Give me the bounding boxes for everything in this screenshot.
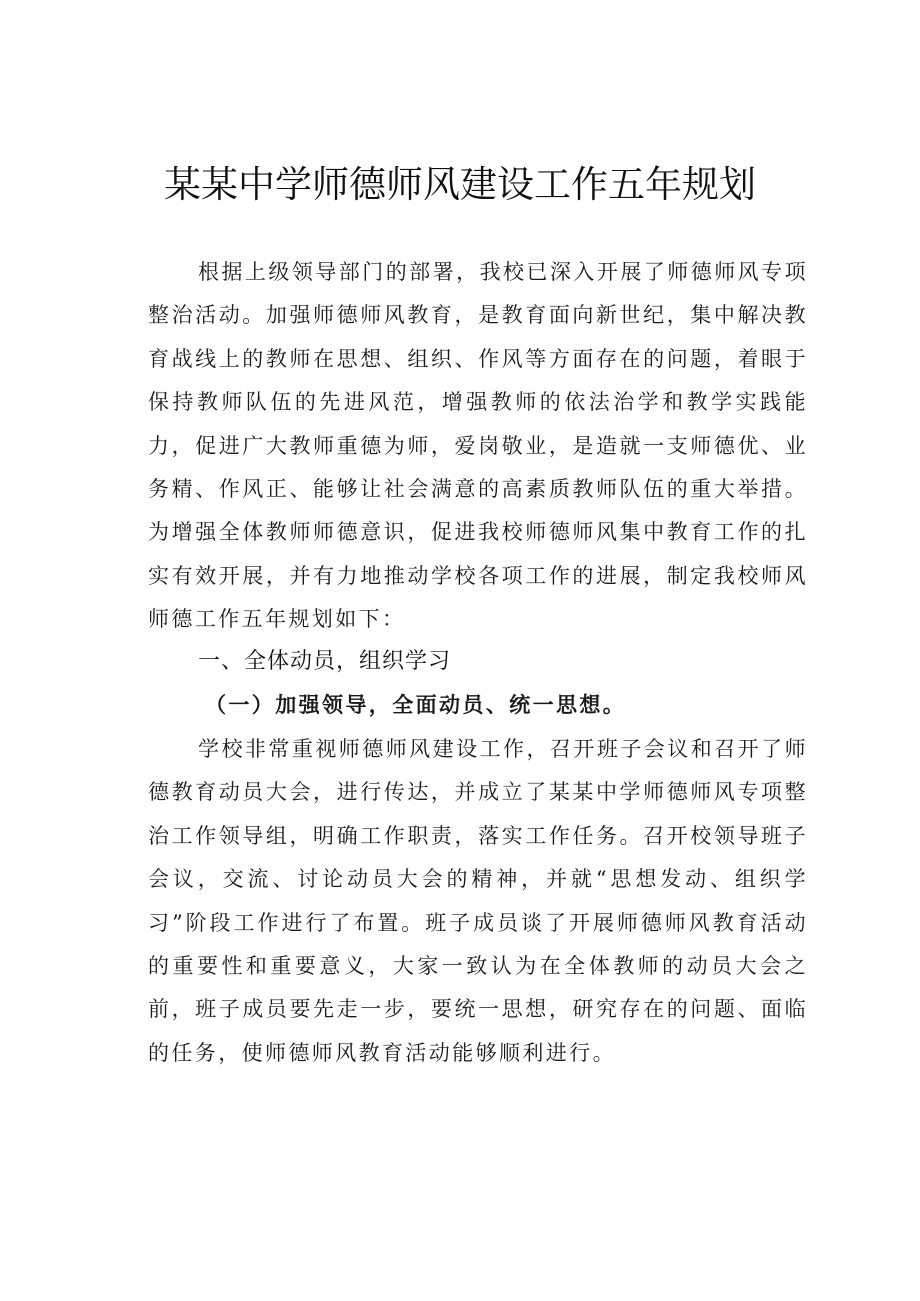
subsection-heading-1: （一）加强领导，全面动员、统一思想。 (205, 692, 627, 717)
subsection-paragraph-1: 学校非常重视师德师风建设工作，召开班子会议和召开了师德教育动员大会，进行传达，并成立了某某中学师德师风专项整治工作领导组，明确工作职责，落实工作任务。召开校领导班子会议，交流、讨论动员大会的精神，并就“思想发动、组织学习”阶段工作进行了布置。班子成员谈了开展师德师风教育活动的重要性和重要意义，大家一致认为在全体教师的动员大会之前，班子成员要先走一步，要统一思想，研究存在的问题、面临的任务，使师德师风教育活动能够顺利进行。 (148, 737, 808, 1065)
section-heading-1: 一、全体动员，组织学习 (198, 649, 452, 674)
document-title: 某某中学师德师风建设工作五年规划 (164, 163, 756, 206)
intro-paragraph: 根据上级领导部门的部署，我校已深入开展了师德师风专项整治活动。加强师德师风教育，是教育面向新世纪，集中解决教育战线上的教师在思想、组织、作风等方面存在的问题，着眼于保持教师队伍的先进风范，增强教师的依法治学和教学实践能力，促进广大教师重德为师，爱岗敬业，是造就一支师德优、业务精、作风正、能够让社会满意的高素质教师队伍的重大举措。为增强全体教师师德意识，促进我校师德师风集中教育工作的扎实有效开展，并有力地推动学校各项工作的进展，制定我校师风师德工作五年规划如下： (148, 260, 808, 632)
